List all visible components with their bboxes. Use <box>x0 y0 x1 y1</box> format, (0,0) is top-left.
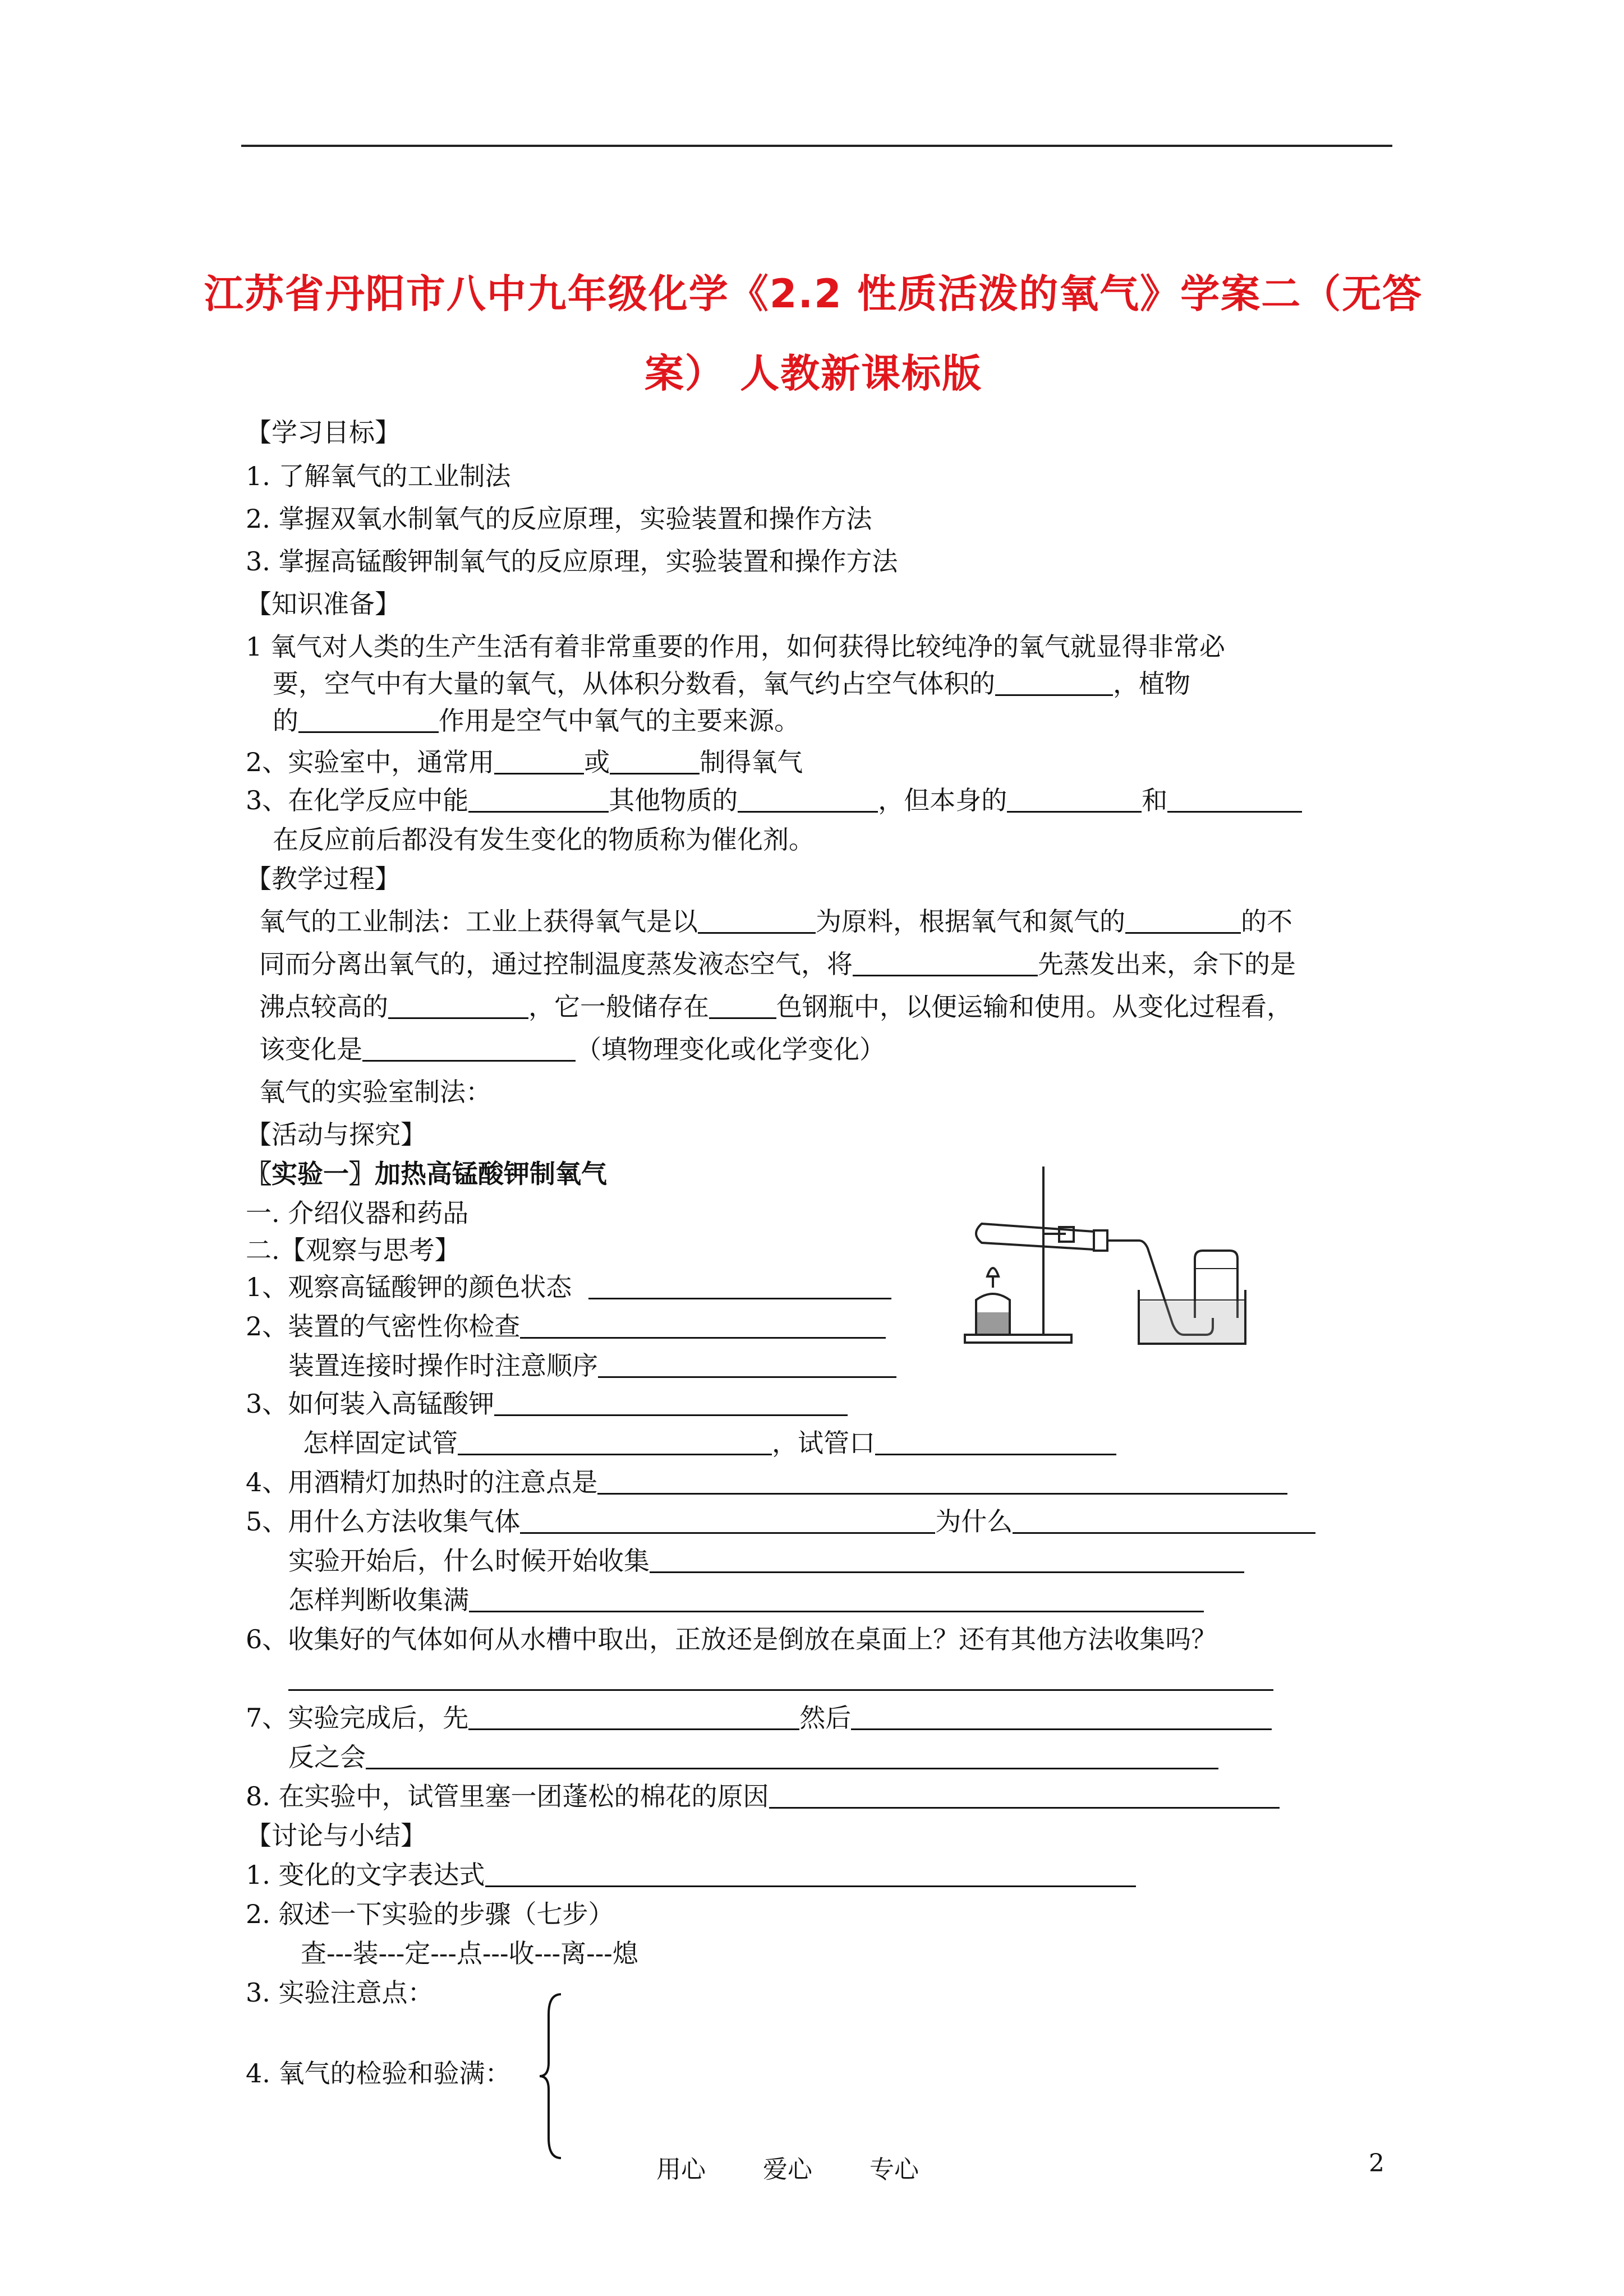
question-5: 5、用什么方法收集气体 为什么 <box>246 1509 1315 1534</box>
prep-q1-line-a: 1 氧气对人类的生产生活有着非常重要的作用，如何获得比较纯净的氧气就显得非常必 <box>246 631 1225 662</box>
goals-heading: 【学习目标】 <box>246 417 401 448</box>
question-5c: 怎样判断收集满 <box>288 1587 1204 1613</box>
prep-q2: 2、实验室中，通常用 或 制得氧气 <box>246 747 803 777</box>
footer-word-3: 专心 <box>869 2155 919 2184</box>
prep-q1-line-b: 要，空气中有大量的氧气，从体积分数看，氧气约占空气体积的 ，植物 <box>273 668 1190 699</box>
blank-q3b-mouth[interactable] <box>875 1431 1116 1455</box>
prep-q1-line-c: 的 作用是空气中氧气的主要来源。 <box>273 706 800 736</box>
apparatus-diagram <box>959 1150 1251 1352</box>
question-7: 7、实验完成后，先 然后 <box>246 1705 1272 1731</box>
blank-remaining[interactable] <box>388 995 528 1019</box>
footer-word-1: 用心 <box>656 2155 706 2184</box>
brace-bracket <box>539 1992 572 2160</box>
blank-q5b[interactable] <box>650 1549 1244 1573</box>
blank-q3b-fix[interactable] <box>458 1431 772 1455</box>
question-3: 3、如何装入高锰酸钾 <box>246 1391 848 1417</box>
blank-catalyst-3[interactable] <box>1007 789 1142 813</box>
page-number: 2 <box>1369 2149 1384 2178</box>
process-p1: 氧气的工业制法：工业上获得氧气是以 为原料，根据氧气和氮气的 的不 <box>259 906 1292 937</box>
blank-q5c[interactable] <box>469 1588 1204 1612</box>
blank-q5-method[interactable] <box>520 1510 935 1534</box>
prep-heading: 【知识准备】 <box>246 589 401 619</box>
section-1: 一. 介绍仪器和药品 <box>246 1198 469 1228</box>
blank-catalyst-2[interactable] <box>738 789 878 813</box>
blank-cylinder-color[interactable] <box>709 995 776 1019</box>
blank-q4[interactable] <box>597 1470 1287 1495</box>
blank-oxygen-volume[interactable] <box>995 672 1113 696</box>
goal-item-2: 2. 掌握双氧水制氧气的反应原理，实验装置和操作方法 <box>246 504 872 534</box>
prep-q3: 3、在化学反应中能 其他物质的 ，但本身的 和 <box>246 787 1302 813</box>
question-6: 6、收集好的气体如何从水槽中取出，正放还是倒放在桌面上？还有其他方法收集吗？ <box>246 1624 1217 1654</box>
blank-q3[interactable] <box>494 1392 848 1416</box>
summary-heading: 【讨论与小结】 <box>246 1820 426 1851</box>
blank-catalyst-4[interactable] <box>1167 789 1302 813</box>
process-p5: 氧气的实验室制法： <box>259 1077 491 1107</box>
blank-lab-method-1[interactable] <box>494 750 584 774</box>
blank-q7b[interactable] <box>366 1745 1218 1769</box>
question-5b: 实验开始后，什么时候开始收集 <box>288 1548 1244 1574</box>
experiment-1-title: 〖实验一〗加热高锰酸钾制氧气 <box>246 1159 607 1189</box>
question-3b: 怎样固定试管 ，试管口 <box>303 1430 1116 1456</box>
blank-word-equation[interactable] <box>485 1863 1136 1887</box>
blank-change-type[interactable] <box>362 1038 576 1062</box>
blank-property[interactable] <box>1125 910 1241 934</box>
blank-lab-method-2[interactable] <box>610 750 700 774</box>
blank-q7-then[interactable] <box>851 1706 1272 1730</box>
summary-item-3: 3. 实验注意点： <box>246 1977 434 2008</box>
question-7b: 反之会 <box>288 1744 1218 1770</box>
blank-raw-material[interactable] <box>698 910 816 934</box>
page-title-line2: 案） 人教新课标版 <box>644 351 983 397</box>
blank-q2b[interactable] <box>598 1354 896 1378</box>
activity-heading: 【活动与探究】 <box>246 1119 426 1150</box>
process-p2: 同而分离出氧气的，通过控制温度蒸发液态空气，将 先蒸发出来，余下的是 <box>259 949 1296 979</box>
blank-q1[interactable] <box>588 1275 891 1299</box>
process-heading: 【教学过程】 <box>246 864 401 894</box>
prep-q3-line-b: 在反应前后都没有发生变化的物质称为催化剂。 <box>273 824 815 855</box>
summary-item-4: 4. 氧气的检验和验满： <box>246 2058 511 2088</box>
blank-q2[interactable] <box>520 1315 886 1339</box>
blank-evaporates-first[interactable] <box>853 952 1038 976</box>
goal-item-1: 1. 了解氧气的工业制法 <box>246 461 511 491</box>
question-4: 4、用酒精灯加热时的注意点是 <box>246 1469 1287 1495</box>
question-8: 8. 在实验中，试管里塞一团蓬松的棉花的原因 <box>246 1783 1280 1809</box>
goal-item-3: 3. 掌握高锰酸钾制氧气的反应原理，实验装置和操作方法 <box>246 546 898 577</box>
process-p3: 沸点较高的 ，它一般储存在 色钢瓶中，以便运输和使用。从变化过程看， <box>259 992 1292 1022</box>
blank-q5-why[interactable] <box>1013 1510 1315 1534</box>
blank-plant-process[interactable] <box>298 709 439 733</box>
page-title-line1: 江苏省丹阳市八中九年级化学《2.2 性质活泼的氧气》学案二（无答 <box>204 271 1423 317</box>
summary-item-2: 2. 叙述一下实验的步骤（七步） <box>246 1899 614 1929</box>
question-2b: 装置连接时操作时注意顺序 <box>288 1353 896 1378</box>
blank-catalyst-1[interactable] <box>468 789 609 813</box>
question-1: 1、观察高锰酸钾的颜色状态 <box>246 1274 891 1300</box>
question-2: 2、装置的气密性你检查 <box>246 1313 886 1339</box>
summary-steps: 查---装---定---点---收---离---熄 <box>301 1938 638 1968</box>
footer-word-2: 爱心 <box>763 2155 812 2184</box>
blank-q7-first[interactable] <box>468 1706 799 1730</box>
section-2: 二.【观察与思考】 <box>246 1235 461 1265</box>
blank-q6[interactable] <box>288 1667 1273 1691</box>
process-p4: 该变化是 （填物理变化或化学变化） <box>259 1034 885 1064</box>
blank-q8[interactable] <box>769 1785 1280 1809</box>
header-rule <box>241 145 1392 147</box>
summary-item-1: 1. 变化的文字表达式 <box>246 1862 1136 1888</box>
